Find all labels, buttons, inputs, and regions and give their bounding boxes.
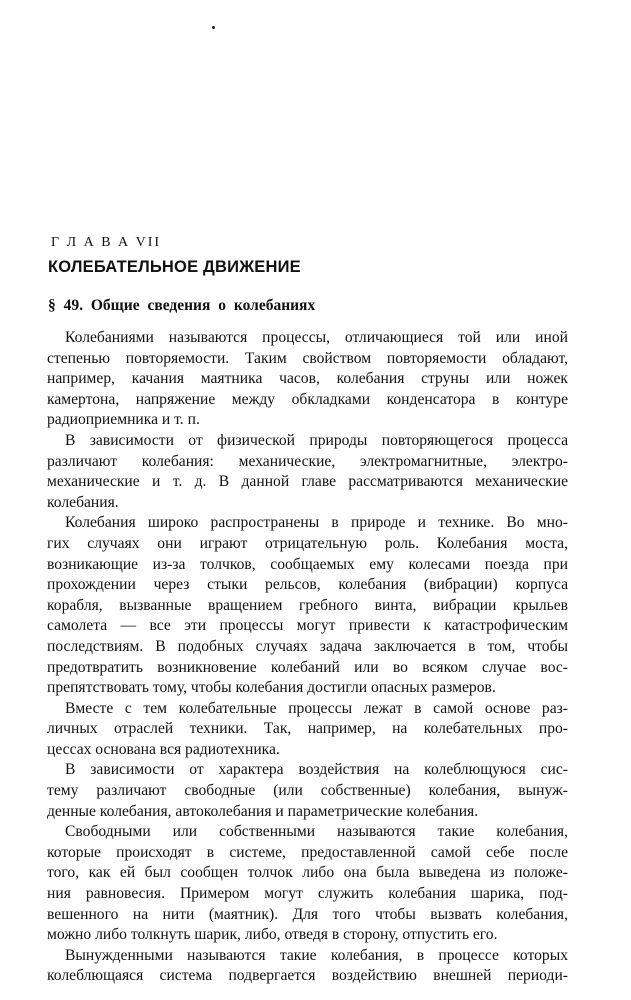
- text-line: Вынужденными называются такие колебания, в процессе которых: [65, 946, 568, 964]
- paragraph: [47, 946, 568, 987]
- text-line: тему различают свободные (или собственные) колебания, вынуж-: [47, 782, 568, 800]
- text-line: которые происходят в системе, предоставленной самой себе после: [47, 843, 568, 861]
- text-line: прохождении через стыки рельсов, колебания (вибрации) корпуса: [47, 576, 568, 594]
- chapter-label: Г Л А В А VII: [51, 235, 162, 250]
- text-line: различают колебания: механические, электромагнитные, электро-: [47, 452, 568, 470]
- text-line: ния равновесия. Примером могут служить колебания шарика, под-: [47, 885, 568, 903]
- paragraph: [47, 513, 568, 698]
- text-line: колебания.: [47, 493, 119, 511]
- text-line: возникающие из-за толчков, сообщаемых ему колесами поезда при: [47, 555, 568, 573]
- text-line: Колебания широко распространены в природе и технике. Во мно-: [65, 514, 568, 532]
- text-line: денные колебания, автоколебания и параметрические колебания.: [47, 802, 479, 820]
- text-line: Колебаниями называются процессы, отличающиеся той или иной: [65, 329, 568, 346]
- paragraph: [47, 699, 568, 761]
- text-line: можно либо толкнуть шарик, либо, отведя в сторону, отпустить его.: [47, 926, 498, 944]
- paragraph: [47, 328, 568, 431]
- text-line: препятствовать тому, чтобы колебания достигли опасных размеров.: [47, 679, 496, 697]
- text-line: степенью повторяемости. Таким свойством повторяемости обладают,: [47, 349, 568, 367]
- scan-speck: [212, 26, 215, 29]
- text-line: колеблющаяся система подвергается воздействию внешней периоди-: [47, 967, 568, 985]
- paragraph: [47, 431, 568, 513]
- text-line: Свободными или собственными называются такие колебания,: [65, 823, 568, 841]
- text-line: В зависимости от характера воздействия на колеблющуюся сис-: [65, 761, 568, 779]
- text-line: механические и т. д. В данной главе рассматриваются механические: [47, 473, 568, 491]
- chapter-title: КОЛЕБАТЕЛЬНОЕ ДВИЖЕНИЕ: [48, 258, 301, 276]
- text-line: последствиям. В подобных случаях задача заключается в том, чтобы: [47, 637, 568, 655]
- text-line: вешенного на нити (маятник). Для того чтобы вызвать колебания,: [47, 905, 568, 923]
- text-line: цессах основана вся радиотехника.: [47, 740, 280, 758]
- text-line: камертона, напряжение между обкладками конденсатора в контуре: [47, 390, 568, 408]
- text-line: гих случаях они играют отрицательную роль. Колебания моста,: [47, 534, 568, 552]
- text-line: Вместе с тем колебательные процессы лежат в самой основе раз-: [65, 699, 568, 717]
- text-line: предотвратить возникновение колебаний или во всяком случае вос-: [47, 658, 568, 676]
- text-line: радиоприемника и т. п.: [47, 411, 200, 429]
- text-line: самолета — все эти процессы могут привести к катастрофическим: [47, 617, 568, 635]
- text-line: корабля, вызванные вращением гребного винта, вибрации крыльев: [47, 596, 568, 614]
- text-line: того, как ей был сообщен толчок либо она была выведена из положе-: [47, 864, 568, 882]
- text-line: личных отраслей техники. Так, например, на колебательных про-: [47, 720, 568, 738]
- paragraph: [47, 760, 568, 822]
- text-line: В зависимости от физической природы повторяющегося процесса: [65, 431, 568, 449]
- body-text: [47, 328, 568, 987]
- paragraph: [47, 822, 568, 946]
- text-line: например, качания маятника часов, колебания струны или ножек: [47, 370, 568, 388]
- section-heading: § 49. Общие сведения о колебаниях: [48, 297, 316, 314]
